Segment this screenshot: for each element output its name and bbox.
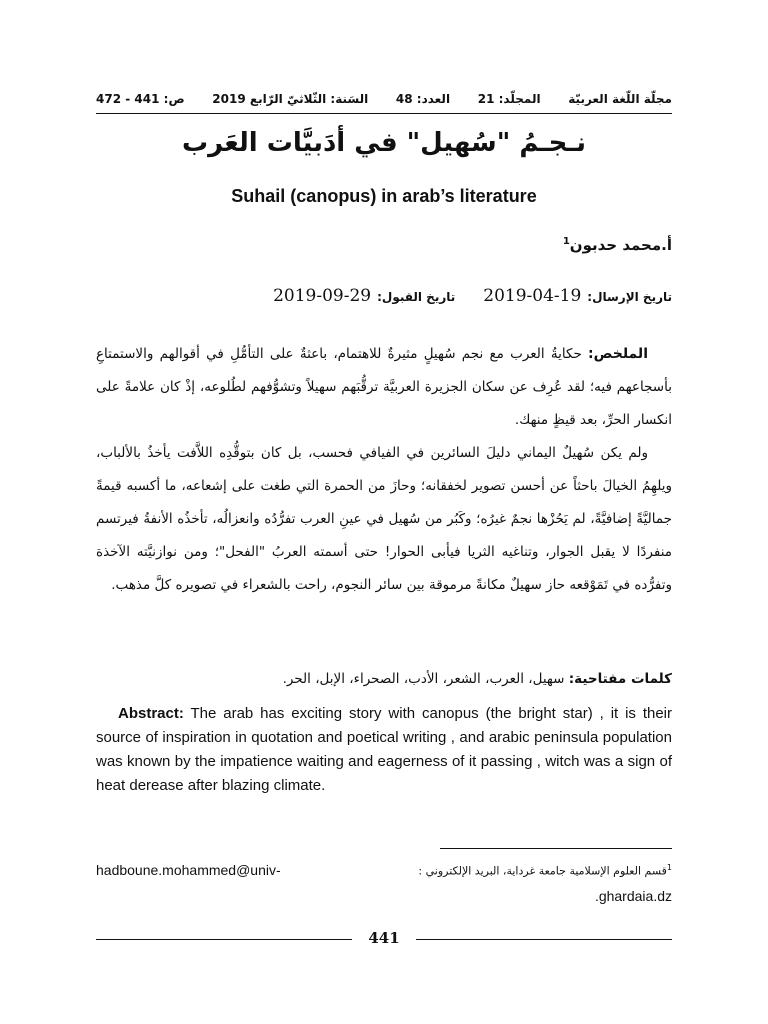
running-head-volume: المجلّد: 21 [477, 92, 541, 106]
running-head-issue: السَنة: الثّلاثيّ الرّابع 2019 [212, 92, 369, 106]
accepted-date-label: تاريخ القبول: [377, 290, 456, 304]
abstract-arabic-text-2: ولم يكن سُهيلٌ اليماني دليلَ السائرين في الفيافي فحسب، بل كان بتوقُّدِه اللاَّفت يأخذُ بالألباب، ويلهِمُ الخيالَ باحثاً عن أحسن تصوير لخفقانه؛ وحازَ من الحمرة التي طغت على إشعاعه، ما أكسبه قيمةً جماليَّةً إضافيَّةً، لم يَحُزْها نجمٌ غيرُه؛ وكَبُر من سُهيل في عينِ العرب تفرُّدُه وانعزالُه، تأخذُه الأنفةُ فيرتسم منفردًا لا يقبل الجوار، وتناغيه الثريا فيأبى الحوار! حتى أسمته العربُ "الفحل"؛ ومن نوازنيَّته الآخذة وتفرُّده في تَمَوْقعه حاز سهيلٌ مكانةً مرموقة بين سائر النجوم، راحت بالشعراء في تصويره كلَّ مذهب. [96, 445, 672, 593]
abstract-english-text: The arab has exciting story with canopus (the bright star) , it is their source of inspiration in quotation and poetical writing , and arabic peninsula population was known by the impatience waiting and eagerness of it passing , witch was a sign of heat derease after blazing climate. [96, 705, 673, 794]
footnote-email-part-2[interactable]: .ghardaia.dz [594, 888, 672, 904]
footnote [96, 858, 672, 882]
abstract-arabic [96, 338, 672, 602]
running-head-number: العدد: 48 [395, 92, 451, 106]
sent-date-label: تاريخ الإرسال: [587, 290, 672, 304]
running-head-journal: مجلّة اللّغة العربيّة [568, 92, 672, 106]
article-title-arabic: نـجـمُ "سُهيل" في أدَبيَّات العَرب [181, 128, 586, 158]
author-name: أ.محمد حدبون [569, 236, 672, 254]
author-footnote-mark: 1 [562, 236, 570, 247]
footer-divider-right [416, 939, 672, 940]
header-divider [96, 113, 672, 114]
accepted-date-value: 2019-09-29 [273, 286, 372, 306]
abstract-arabic-paragraph-1 [96, 338, 672, 437]
footnote-divider [440, 848, 672, 849]
footnote-email-part-1[interactable]: hadboune.mohammed@univ- [96, 862, 281, 878]
submission-dates [96, 286, 672, 306]
abstract-arabic-text-1: حكايةُ العرب مع نجم سُهيلٍ مثيرةٌ للاهتمام، باعثةٌ على التأمُّلِ في أقوالهم والاستمتاعِ بأسجاعهم فيه؛ لقد عُرِف عن سكان الجزيرة العربيَّة ترقُّبَهم سهيلاً وتشوُّفهم لطُلوعه، إذْ كان علامةً على انكسار الحرِّ، بعد قيظٍ منهك. [96, 346, 672, 428]
keywords-label: كلمات مفتاحية: [568, 671, 672, 687]
article-title-english: Suhail (canopus) in arab’s literature [231, 186, 537, 206]
footnote-text-wrap [418, 863, 672, 878]
running-head-pages: ص: 441 - 472 [96, 92, 185, 106]
abstract-english [96, 702, 672, 798]
footer-divider-left [96, 939, 352, 940]
page-number: 441 [368, 929, 400, 947]
abstract-arabic-label: الملخص: [588, 346, 648, 362]
footnote-mark: 1 [666, 862, 672, 872]
accepted-date [273, 286, 455, 306]
abstract-english-label: Abstract: [118, 705, 184, 722]
author [563, 236, 672, 254]
abstract-arabic-paragraph-2 [96, 437, 672, 602]
sent-date [483, 286, 672, 306]
footnote-text: قسم العلوم الإسلامية جامعة غرداية، البريد الإلكتروني : [418, 864, 667, 878]
keywords-values: سهيل، العرب، الشعر، الأدب، الصحراء، الإبل، الحر. [282, 671, 565, 687]
running-head [96, 88, 672, 110]
keywords [96, 668, 672, 690]
sent-date-value: 2019-04-19 [483, 286, 582, 306]
